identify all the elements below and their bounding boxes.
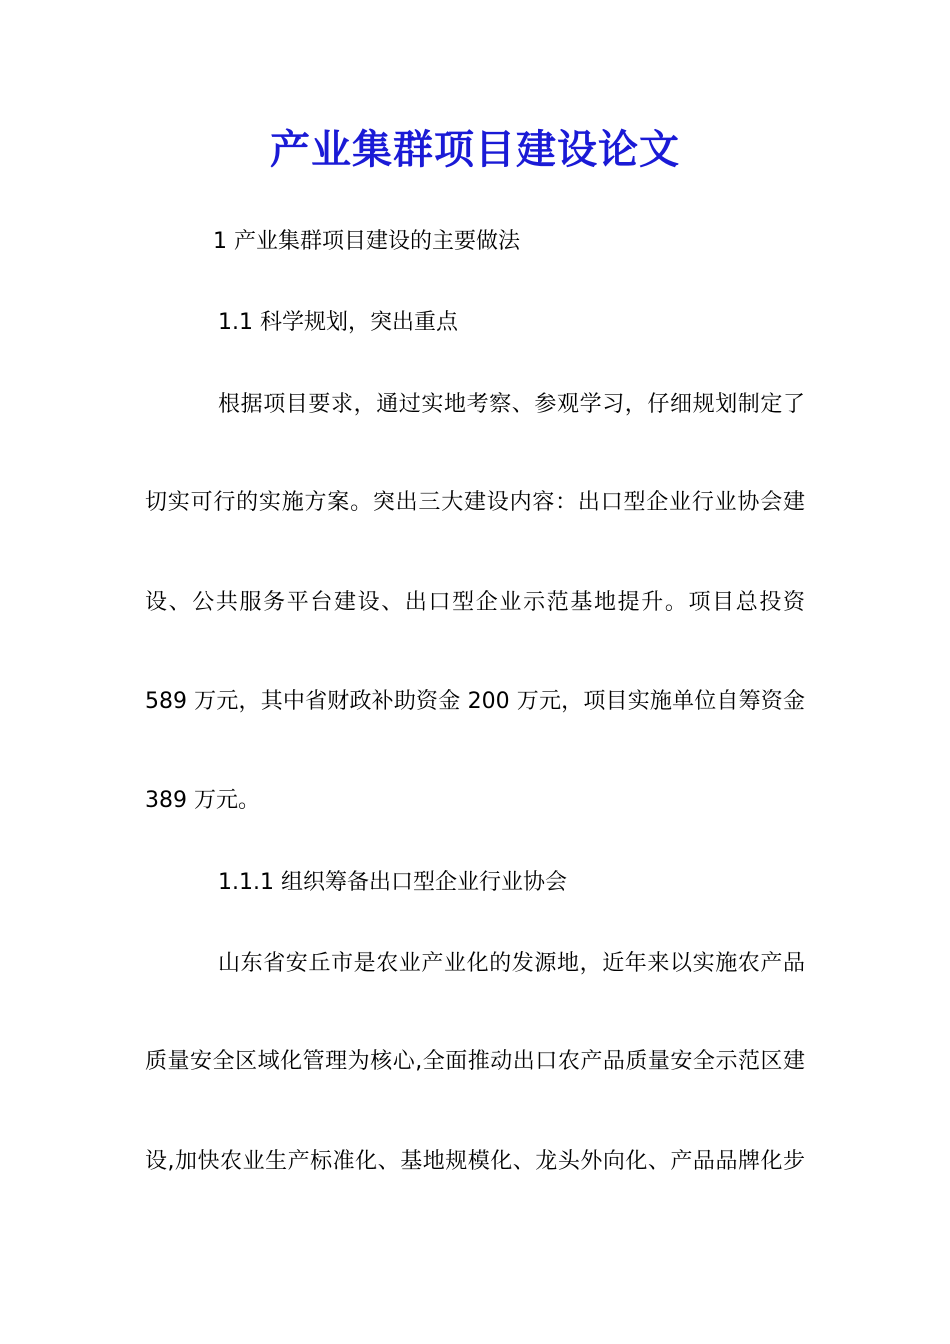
paragraph-1-line-3: 设、公共服务平台建设、出口型企业示范基地提升。项目总投资 — [145, 590, 805, 615]
paragraph-2-line-3: 设,加快农业生产标准化、基地规模化、龙头外向化、产品品牌化步 — [145, 1149, 805, 1174]
section-heading-1-1-1: 1.1.1 组织筹备出口型企业行业协会 — [218, 870, 567, 895]
paragraph-1-line-2: 切实可行的实施方案。突出三大建设内容：出口型企业行业协会建 — [145, 490, 805, 515]
section-heading-1: 1 产业集群项目建设的主要做法 — [213, 229, 520, 254]
section-heading-1-1: 1.1 科学规划，突出重点 — [218, 310, 458, 335]
paragraph-2-line-2: 质量安全区域化管理为核心,全面推动出口农产品质量安全示范区建 — [145, 1049, 805, 1074]
paragraph-2-line-1: 山东省安丘市是农业产业化的发源地，近年来以实施农产品 — [218, 951, 805, 976]
paragraph-1-line-4: 589 万元，其中省财政补助资金 200 万元，项目实施单位自筹资金 — [145, 689, 805, 714]
document-title: 产业集群项目建设论文 — [270, 126, 680, 173]
paragraph-1-line-1: 根据项目要求，通过实地考察、参观学习，仔细规划制定了 — [218, 392, 805, 417]
paragraph-1-line-5: 389 万元。 — [145, 788, 260, 813]
